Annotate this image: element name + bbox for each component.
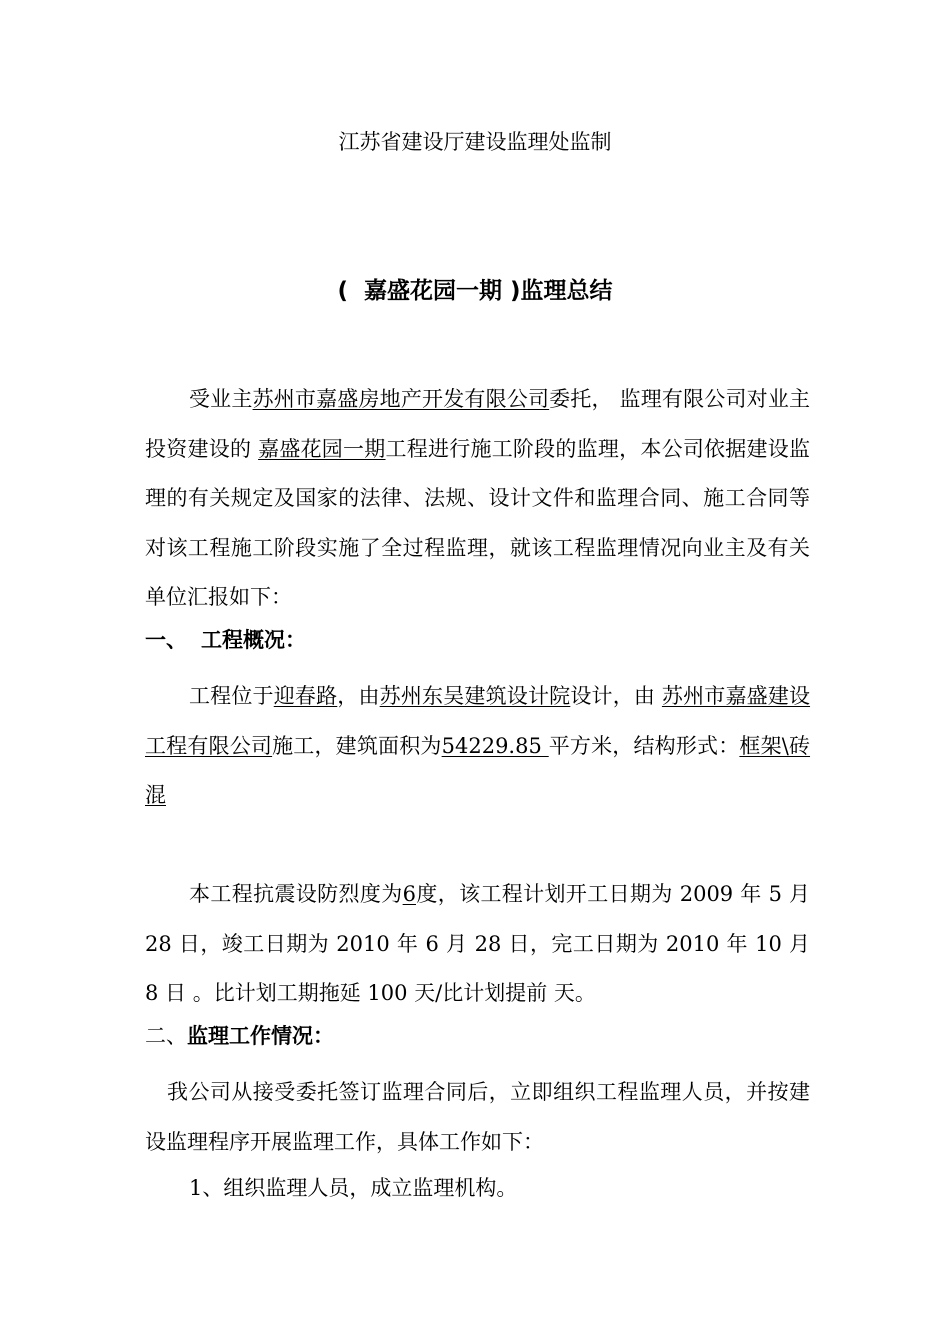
section-2-heading [145, 1022, 334, 1050]
overview-text-2: ，由 [337, 684, 380, 708]
schedule-text-2: 度，该工程计划开工日期为 2009 年 5 月 28 日，竣工日期为 2010 年 6 月 28 日，完工日期为 2010 年 10 月 8 日 。比计划工期拖延 100 天/比计划提前 天。 [145, 882, 811, 1005]
intro-text-1: 受业主 [189, 387, 253, 411]
work-item-1: 1、组织监理人员，成立监理机构。 [189, 1176, 518, 1200]
title-close-paren: ) [510, 278, 521, 304]
owner-name: 苏州市嘉盛房地产开发有限公司 [252, 387, 550, 411]
building-area: 54229.85 [441, 733, 549, 758]
designer: 苏州东吴建筑设计院 [379, 684, 571, 708]
title-project-name: 嘉盛花园一期 [364, 278, 502, 304]
overview-paragraph [145, 672, 810, 821]
section-1-number: 一、 [145, 627, 187, 652]
section-1-title: 工程概况： [201, 628, 306, 652]
intro-text-2: 委托， 监理有限公司对业主投资建设的 [145, 387, 811, 461]
project-name: 嘉盛花园一期 [258, 436, 386, 461]
work-paragraph: 我公司从接受委托签订监理合同后，立即组织工程监理人员，并按建设监理程序开展监理工作，具体工作如下： [145, 1080, 810, 1154]
title-suffix: 监理总结 [520, 278, 613, 304]
location: 迎春路 [273, 684, 338, 708]
section-2-title: 监理工作情况： [187, 1024, 334, 1048]
schedule-paragraph [145, 870, 810, 1019]
seismic-intensity: 6 [402, 882, 416, 906]
section-2-number: 二、 [145, 1024, 187, 1048]
overview-text-1: 工程位于 [189, 684, 274, 708]
overview-text-3: 设计，由 [570, 684, 662, 708]
overview-text-4: 施工，建筑面积为 [272, 733, 442, 758]
overview-text-5: 平方米，结构形式： [548, 733, 740, 758]
document-title [0, 276, 950, 306]
schedule-text-1: 本工程抗震设防烈度为 [189, 882, 403, 906]
section-1-heading [145, 626, 306, 654]
structure-type: 框架\砖混 [145, 733, 811, 807]
supervisor-line: 江苏省建设厅建设监理处监制 [338, 130, 612, 154]
intro-paragraph [145, 375, 810, 623]
intro-text-3: 工程进行施工阶段的监理，本公司依据建设监理的有关规定及国家的法律、法规、设计文件和监理合同、施工合同等对该工程施工阶段实施了全过程监理，就该工程监理情况向业主及有关单位汇报如下： [145, 436, 810, 609]
builder: 苏州市嘉盛建设工程有限公司 [145, 684, 811, 758]
title-open-paren: ( [337, 278, 348, 304]
